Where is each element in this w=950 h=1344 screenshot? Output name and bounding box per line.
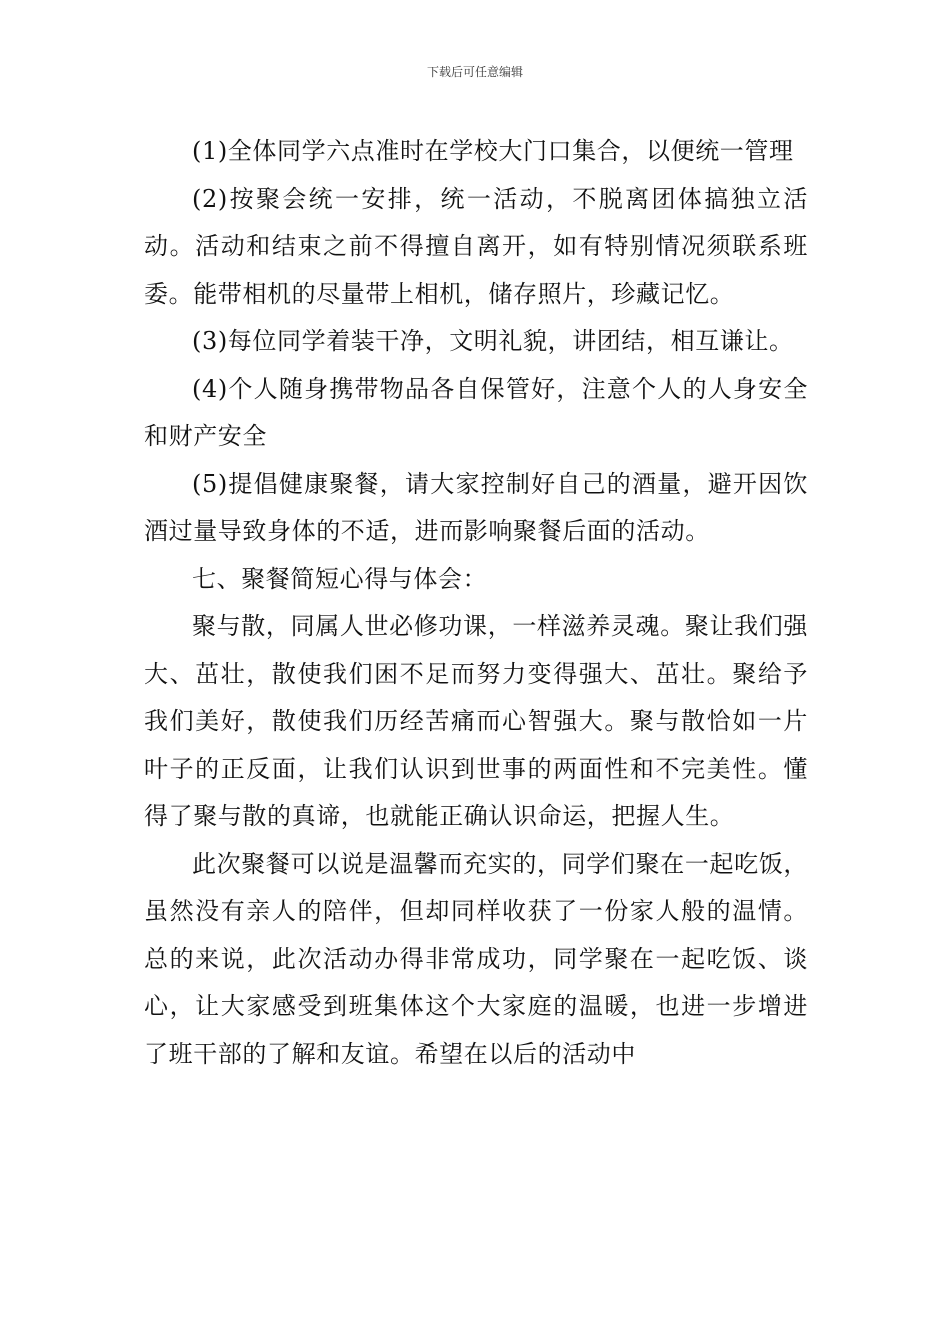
reflection-paragraph-2: 此次聚餐可以说是温馨而充实的，同学们聚在一起吃饭，虽然没有亲人的陪伴，但却同样收获了一份家人般的温情。 总的来说，此次活动办得非常成功，同学聚在一起吃饭、谈心，让大家感受到班集体这个大家庭的温暖，也进一步增进了班干部的了解和友谊。希望在以后的活动中 [144, 849, 808, 1068]
rule-item-5: (5)提倡健康聚餐，请大家控制好自己的酒量，避开因饮酒过量导致身体的不适，进而影响聚餐后面的活动。 [144, 469, 808, 545]
rule-item-1: (1)全体同学六点准时在学校大门口集合，以便统一管理 [192, 137, 794, 165]
rule-item-3: (3)每位同学着装干净，文明礼貌，讲团结，相互谦让。 [192, 327, 794, 355]
rule-item-2: (2)按聚会统一安排，统一活动，不脱离团体搞独立活动。活动和结束之前不得擅自离开，如有特别情况须联系班委。能带相机的尽量带上相机，储存照片，珍藏记忆。 [144, 184, 808, 308]
reflection-paragraph-1: 聚与散，同属人世必修功课，一样滋养灵魂。聚让我们强大、茁壮，散使我们困不足而努力变得强大、茁壮。聚给予我们美好，散使我们历经苦痛而心智强大。聚与散恰如一片叶子的正反面，让我们认识到世事的两面性和不完美性。懂得了聚与散的真谛，也就能正确认识命运，把握人生。 [144, 612, 808, 830]
rule-item-4: (4)个人随身携带物品各自保管好，注意个人的人身安全和财产安全 [144, 374, 808, 450]
page-header: 下载后可任意编辑 [426, 65, 523, 79]
document-body [144, 128, 808, 1078]
section-heading: 七、聚餐简短心得与体会： [192, 564, 488, 593]
